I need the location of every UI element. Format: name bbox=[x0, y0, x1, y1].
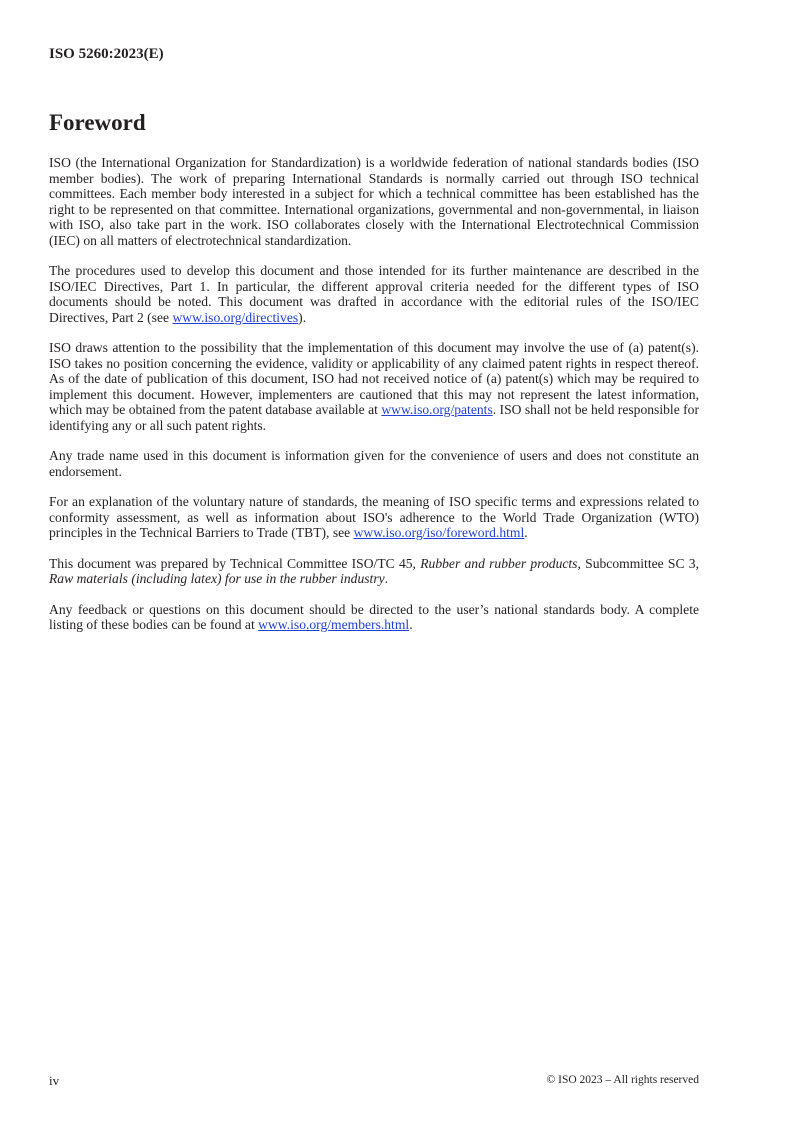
text-run: ISO draws attention to the possibility that the implementation of this document may involve the use of (a) patent(s). ISO takes no position concerning the evidence, validity or applicability of any claimed patent rights in respect thereof. As of the date of publication of this document, ISO had not received notice of (a) patent(s) which may be required to implement this document. However, implementers are cautioned that this may not represent the latest information, which may be obtained from the patent database available at bbox=[49, 340, 699, 417]
paragraph bbox=[49, 448, 699, 479]
text-run: . bbox=[524, 525, 528, 540]
page-title: Foreword bbox=[49, 110, 146, 135]
text-run: Any trade name used in this document is information given for the convenience of users and does not constitute an endorsement. bbox=[49, 448, 699, 479]
text-run: ). bbox=[298, 309, 307, 325]
hyperlink[interactable]: www.iso.org/directives bbox=[172, 309, 299, 325]
copyright-notice: © ISO 2023 – All rights reserved bbox=[546, 1074, 699, 1086]
hyperlink[interactable]: www.iso.org/iso/foreword.html bbox=[353, 525, 525, 540]
text-run: This document was prepared by Technical Committee ISO/TC 45, bbox=[49, 555, 421, 571]
text-run: The procedures used to develop this document and those intended for its further maintenance are described in the ISO/IEC Directives, Part 1. In particular, the different approval criteria needed for the different types of ISO documents should be noted. This document was drafted in accordance with the editorial rules of the ISO/IEC Directives, Part 2 (see bbox=[49, 263, 699, 325]
italic-text: Rubber and rubber products bbox=[420, 555, 578, 571]
paragraph bbox=[49, 494, 699, 541]
hyperlink[interactable]: www.iso.org/members.html bbox=[258, 617, 410, 632]
paragraph bbox=[49, 602, 699, 633]
text-run: Any feedback or questions on this document should be directed to the user’s national standards body. A complete listing of these bodies can be found at bbox=[49, 601, 699, 632]
foreword-body bbox=[49, 155, 699, 648]
document-id: ISO 5260:2023(E) bbox=[49, 46, 164, 62]
paragraph bbox=[49, 155, 699, 248]
text-run: . bbox=[384, 571, 389, 586]
paragraph bbox=[49, 340, 699, 433]
page-number: iv bbox=[49, 1073, 60, 1088]
text-run: . ISO shall not be held responsible for identifying any or all such patent rights. bbox=[49, 402, 699, 433]
text-run: ISO (the International Organization for Standardization) is a worldwide federation of national standards bodies (ISO member bodies). The work of preparing International Standards is normally carried out through ISO technical committees. Each member body interested in a subject for which a technical committee has been established has the right to be represented on that committee. International organizations, governmental and non-governmental, in liaison with ISO, also take part in the work. ISO collaborates closely with the International Electrotechnical Commission (IEC) on all matters of electrotechnical standardization. bbox=[49, 155, 699, 248]
text-run: For an explanation of the voluntary nature of standards, the meaning of ISO specific terms and expressions related to conformity assessment, as well as information about ISO's adherence to the World Trade Organization (WTO) principles in the Technical Barriers to Trade (TBT), see bbox=[49, 494, 699, 540]
paragraph bbox=[49, 556, 699, 587]
text-run: , Subcommittee SC 3, bbox=[577, 555, 700, 571]
text-run: . bbox=[409, 617, 413, 632]
hyperlink[interactable]: www.iso.org/patents bbox=[381, 402, 493, 417]
italic-text: Raw materials (including latex) for use in the rubber industry bbox=[49, 571, 385, 586]
paragraph bbox=[49, 263, 699, 325]
